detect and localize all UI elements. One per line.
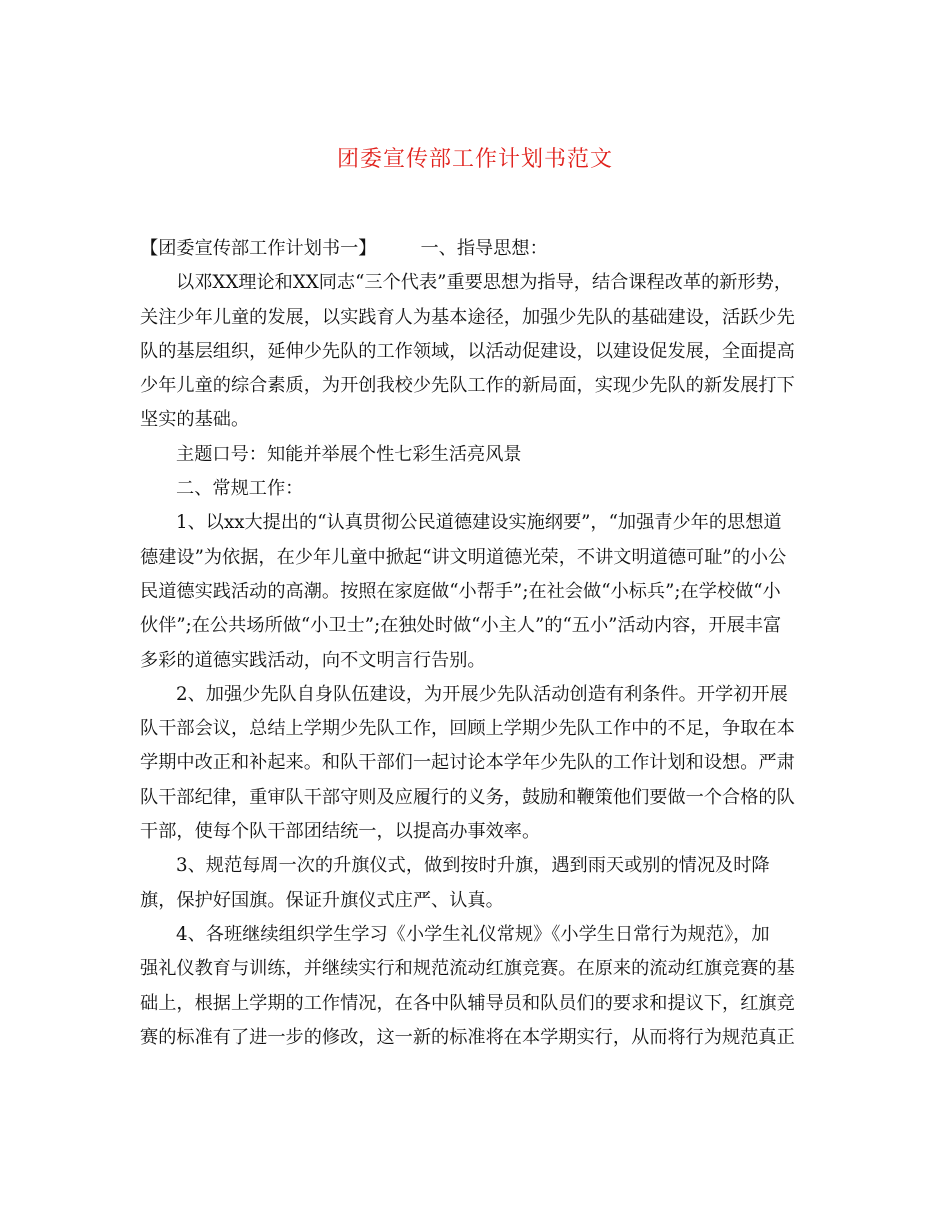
paragraph-line: 干部，使每个队干部团结统一，以提高办事效率。 bbox=[140, 821, 541, 843]
paragraph-line: 旗，保护好国旗。保证升旗仪式庄严、认真。 bbox=[140, 889, 504, 911]
paragraph bbox=[140, 472, 816, 506]
paragraph bbox=[140, 678, 816, 849]
paragraph bbox=[140, 266, 816, 437]
paragraph-line: 础上，根据上学期的工作情况，在各中队辅导员和队员们的要求和提议下，红旗竞 bbox=[140, 992, 795, 1014]
paragraph-line: 强礼仪教育与训练，并继续实行和规范流动红旗竞赛。在原来的流动红旗竞赛的基 bbox=[140, 958, 795, 980]
paragraph-line: 以邓XX理论和XX同志“三个代表”重要思想为指导，结合课程改革的新形势， bbox=[176, 272, 793, 294]
paragraph bbox=[140, 506, 816, 677]
paragraph-line: 队干部会议，总结上学期少先队工作，回顾上学期少先队工作中的不足，争取在本 bbox=[140, 718, 795, 740]
paragraph-line: 赛的标准有了进一步的修改，这一新的标准将在本学期实行，从而将行为规范真正 bbox=[140, 1026, 795, 1048]
paragraph-line: 民道德实践活动的高潮。按照在家庭做“小帮手”;在社会做“小标兵”;在学校做“小 bbox=[140, 580, 781, 602]
paragraph-line: 1、以xx大提出的“认真贯彻公民道德建设实施纲要”，“加强青少年的思想道 bbox=[176, 512, 782, 534]
plan-tag: 【团委宣传部工作计划书一】 bbox=[140, 238, 377, 259]
header-line bbox=[140, 232, 816, 266]
paragraph-line: 德建设”为依据，在少年儿童中掀起“讲文明道德光荣，不讲文明道德可耻”的小公 bbox=[140, 546, 787, 568]
paragraph bbox=[140, 438, 816, 472]
paragraph-line: 少年儿童的综合素质，为开创我校少先队工作的新局面，实现少先队的新发展打下 bbox=[140, 375, 795, 397]
paragraph-line: 队的基层组织，延伸少先队的工作领域，以活动促建设，以建设促发展，全面提高 bbox=[140, 340, 795, 362]
paragraph-line: 2、加强少先队自身队伍建设，为开展少先队活动创造有利条件。开学初开展 bbox=[176, 683, 788, 705]
paragraph-line: 坚实的基础。 bbox=[140, 409, 250, 431]
document-title: 团委宣传部工作计划书范文 bbox=[336, 147, 613, 172]
paragraph-line: 二、常规工作： bbox=[176, 478, 304, 500]
paragraph-line: 关注少年儿童的发展，以实践育人为基本途径，加强少先队的基础建设，活跃少先 bbox=[140, 306, 795, 328]
section-heading-guiding-thought: 一、指导思想： bbox=[420, 238, 548, 259]
paragraph-list bbox=[140, 266, 816, 1055]
paragraph bbox=[140, 849, 816, 918]
paragraph-line: 3、规范每周一次的升旗仪式，做到按时升旗，遇到雨天或别的情况及时降 bbox=[176, 855, 770, 877]
paragraph-line: 伙伴”;在公共场所做“小卫士”;在独处时做“小主人”的“五小”活动内容，开展丰富 bbox=[140, 615, 782, 637]
document-body bbox=[140, 232, 816, 1055]
paragraph bbox=[140, 918, 816, 1055]
paragraph-line: 主题口号：知能并举展个性七彩生活亮风景 bbox=[176, 443, 522, 465]
paragraph-line: 4、各班继续组织学生学习《小学生礼仪常规》《小学生日常行为规范》，加 bbox=[176, 923, 770, 945]
paragraph-line: 学期中改正和补起来。和队干部们一起讨论本学年少先队的工作计划和设想。严肃 bbox=[140, 752, 795, 774]
paragraph-line: 多彩的道德实践活动，向不文明言行告别。 bbox=[140, 649, 486, 671]
paragraph-line: 队干部纪律，重审队干部守则及应履行的义务，鼓励和鞭策他们要做一个合格的队 bbox=[140, 786, 795, 808]
